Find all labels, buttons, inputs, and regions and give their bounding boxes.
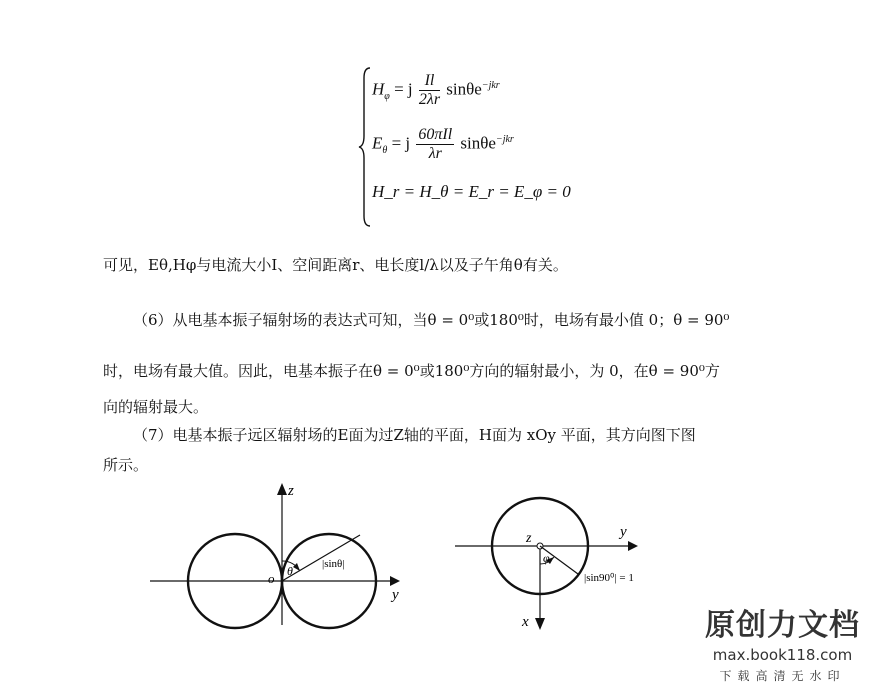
x-axis-arrow-icon — [535, 618, 545, 630]
paragraph-item-6-line3: 向的辐射最大。 — [103, 398, 209, 416]
paragraph-item-7-line1: （7）电基本振子远区辐射场的E面为过Z轴的平面，H面为 xOy 平面，其方向图下图 — [133, 426, 696, 444]
theta-label: θ — [287, 564, 293, 578]
equation-e-theta: $E_\theta = j$ 60πIl λr sinθe$^{-jkr}$ — [372, 126, 514, 162]
paragraph-item-6-line1: （6）从电基本振子辐射场的表达式可知，当θ = 0⁰或180⁰时，电场有最小值 0；θ = 90⁰ — [133, 311, 730, 329]
watermark — [705, 600, 860, 684]
paragraph-dependence: 可见，Eθ,Hφ与电流大小I、空间距离r、电长度l/λ以及子午角θ有关。 — [103, 256, 568, 274]
z-axis-label: z — [288, 483, 294, 499]
x-axis-label: x — [522, 614, 529, 630]
y-axis-label: y — [392, 587, 399, 603]
radius-line — [282, 535, 360, 581]
z-axis-label: z — [526, 531, 532, 546]
watermark-tagline: 下载高清无水印 — [719, 669, 846, 683]
equation-system — [358, 66, 618, 228]
sin-theta-label: |sinθ| — [322, 558, 345, 570]
z-axis-arrow-icon — [277, 483, 287, 495]
watermark-title: 原创力文档 — [705, 608, 860, 643]
h-plane-pattern-figure — [450, 480, 660, 635]
y-axis-arrow-icon — [390, 576, 400, 586]
left-brace — [358, 66, 372, 228]
watermark-url: max.book118.com — [712, 646, 853, 664]
y-axis-arrow-icon — [628, 541, 638, 551]
y-axis-label: y — [620, 524, 627, 540]
equation-h-phi: $H_\varphi = j$ $\frac{Il}{2\lambda r}$ sinθe$^{-jkr}$ — [372, 72, 500, 108]
sin-90-label: |sin90⁰| = 1 — [584, 572, 634, 584]
origin-label: o — [268, 571, 275, 586]
paragraph-item-7-line2: 所示。 — [103, 456, 149, 474]
e-plane-pattern-figure — [150, 475, 410, 635]
equation-zero-components: H_r = H_θ = E_r = E_φ = 0 — [372, 182, 571, 201]
paragraph-item-6-line2: 时，电场有最大值。因此，电基本振子在θ = 0⁰或180⁰方向的辐射最小，为 0，在θ = 90⁰方 — [103, 362, 720, 380]
phi-label: φ — [543, 551, 550, 565]
